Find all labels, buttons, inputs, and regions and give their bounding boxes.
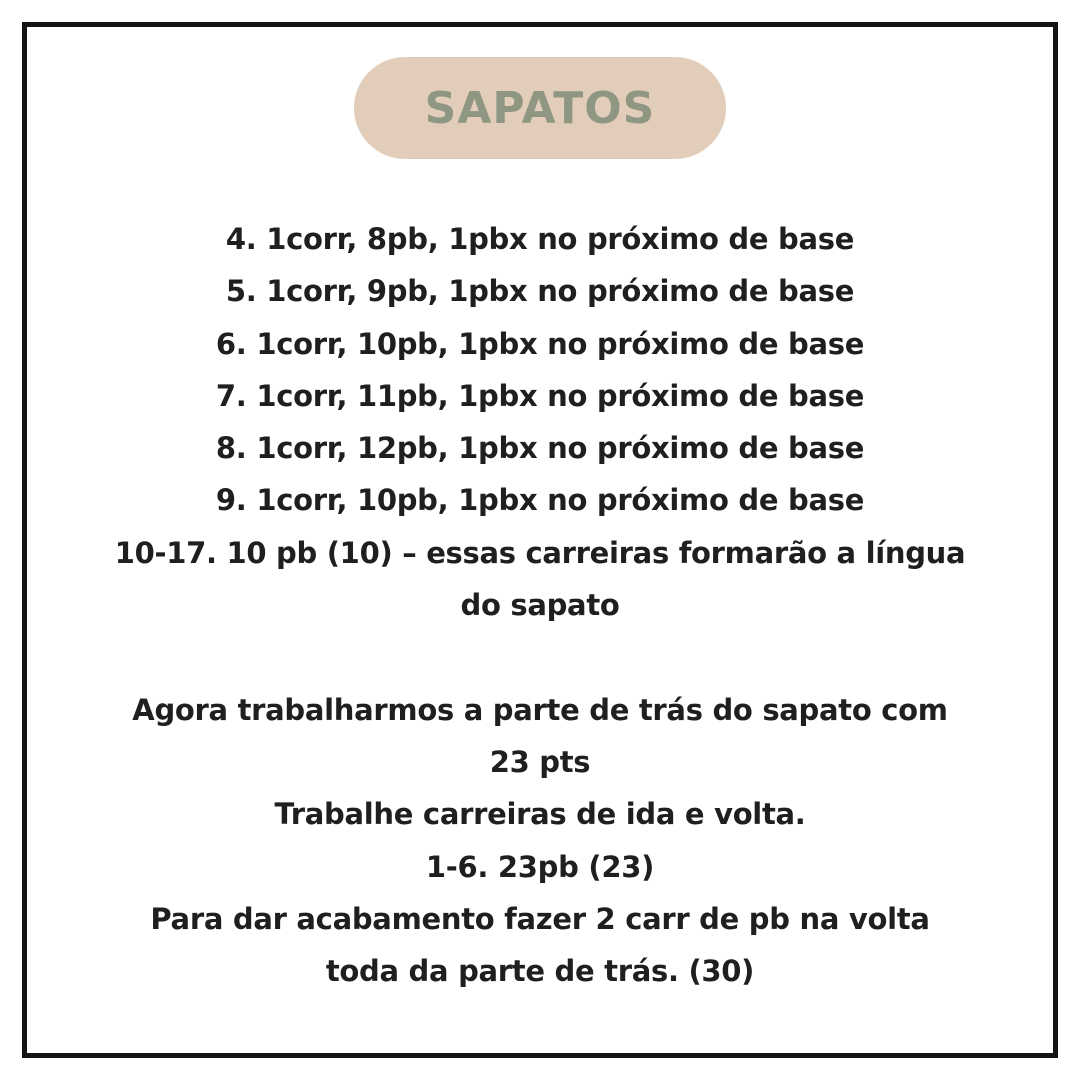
instruction-line: do sapato — [460, 588, 620, 623]
page-title: SAPATOS — [424, 82, 656, 134]
back-part-line: 23 pts — [489, 744, 591, 779]
paragraph-spacer — [100, 631, 980, 683]
instruction-line: 4. 1corr, 8pb, 1pbx no próximo de base — [225, 222, 855, 256]
title-pill — [354, 57, 726, 159]
back-part-line: Para dar acabamento fazer 2 carr de pb na volta — [150, 901, 930, 936]
back-part-line: toda da parte de trás. (30) — [325, 954, 755, 989]
instructions-text — [100, 213, 980, 997]
instruction-line: 9. 1corr, 10pb, 1pbx no próximo de base — [215, 483, 865, 518]
back-part-line: Trabalhe carreiras de ida e volta. — [274, 797, 806, 832]
instruction-line: 10-17. 10 pb (10) – essas carreiras formarão a língua — [114, 535, 966, 570]
instruction-line: 5. 1corr, 9pb, 1pbx no próximo de base — [225, 274, 855, 309]
instruction-line: 6. 1corr, 10pb, 1pbx no próximo de base — [215, 326, 865, 361]
back-part-line: Agora trabalharmos a parte de trás do sapato com — [132, 692, 948, 727]
instruction-line: 7. 1corr, 11pb, 1pbx no próximo de base — [215, 378, 865, 413]
instruction-line: 8. 1corr, 12pb, 1pbx no próximo de base — [215, 431, 865, 466]
back-part-line: 1-6. 23pb (23) — [425, 849, 655, 884]
